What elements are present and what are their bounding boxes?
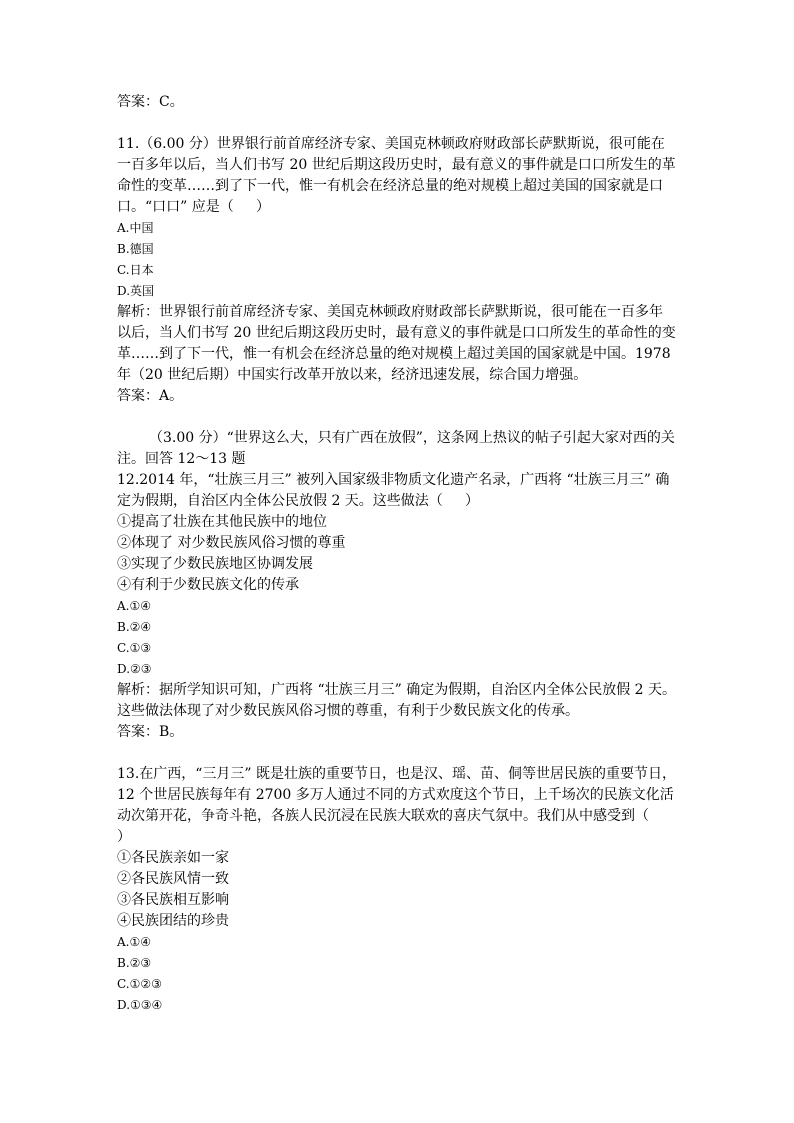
q11-analysis-line: 革……到了下一代，惟一有机会在经济总量的绝对规模上超过美国的国家就是中国。1978 [117, 346, 671, 362]
q13-stem-line: 12 个世居民族每年有 2700 多万人通过不同的方式欢度这个节日，上千场次的民族文化活 [117, 787, 674, 803]
q13-option-c: C.①②③ [117, 977, 162, 991]
q13-statement: ②各民族风情一致 [117, 871, 229, 887]
q12-option-b: B.②④ [117, 620, 152, 634]
q11-answer: 答案：A。 [117, 388, 184, 404]
q12-statement: ③实现了少数民族地区协调发展 [117, 556, 313, 572]
q11-option-c: C.日本 [117, 263, 154, 277]
q12-statement: ④有利于少数民族文化的传承 [117, 577, 299, 593]
q11-option-d: D.英国 [117, 284, 155, 298]
q11-stem-line: 一百多年以后，当人们书写 20 世纪后期这段历史时，最有意义的事件就是口口所发生的革 [117, 157, 676, 173]
q13-statement: ③各民族相互影响 [117, 892, 229, 908]
q11-stem-line: 11.（6.00 分）世界银行前首席经济专家、美国克林顿政府财政部长萨默斯说，很可能在 [117, 136, 665, 152]
spacer [117, 743, 682, 764]
q12-statement: ①提高了壮族在其他民族中的地位 [117, 514, 327, 530]
document-page [117, 92, 682, 1016]
q13-option-a: A.①④ [117, 935, 151, 949]
q13-statement: ①各民族亲如一家 [117, 850, 229, 866]
q13-stem-line: 动次第开花，争奇斗艳，各族人民沉浸在民族大联欢的喜庆气氛中。我们从中感受到（ [117, 808, 649, 824]
q11-analysis-line: 年（20 世纪后期）中国实行改革开放以来，经济迅速发展，综合国力增强。 [117, 367, 588, 383]
group-intro-line: 注。回答 12～13 题 [117, 451, 246, 467]
q12-stem-line: 12.2014 年，“壮族三月三” 被列入国家级非物质文化遗产名录，广西将 “壮族三月三” 确 [117, 472, 670, 488]
q13-stem-line: ） [117, 829, 131, 845]
q12-option-c: C.①③ [117, 641, 152, 655]
q13-block [117, 764, 682, 1016]
spacer [117, 113, 682, 134]
q12-analysis-line: 这些做法体现了对少数民族风俗习惯的尊重，有利于少数民族文化的传承。 [117, 703, 579, 719]
q11-option-a: A.中国 [117, 221, 154, 235]
q13-stem-line: 13.在广西，“三月三” 既是壮族的重要节日，也是汉、瑶、苗、侗等世居民族的重要节日， [117, 766, 677, 782]
q12-statement: ②体现了 对少数民族风俗习惯的尊重 [117, 535, 346, 551]
q11-stem-line: 命性的变革……到了下一代，惟一有机会在经济总量的绝对规模上超过美国的国家就是口 [117, 178, 663, 194]
q12-block [117, 470, 682, 743]
group-intro-line: （3.00 分）“世界这么大，只有广西在放假”，这条网上热议的帖子引起大家对西的关 [149, 430, 675, 446]
q13-statement: ④民族团结的珍贵 [117, 913, 229, 929]
q13-option-b: B.②③ [117, 956, 152, 970]
q11-stem-line: 口。“口口” 应是（ ） [117, 199, 271, 215]
q11-analysis-line: 以后，当人们书写 20 世纪后期这段历史时，最有意义的事件就是口口所发生的革命性的变 [117, 325, 676, 341]
q11-block [117, 134, 682, 407]
q11-analysis-line: 解析：世界银行前首席经济专家、美国克林顿政府财政部长萨默斯说，很可能在一百多年 [117, 304, 663, 320]
group-intro [117, 428, 682, 470]
q12-analysis-line: 解析：据所学知识可知，广西将 “壮族三月三” 确定为假期，自治区内全体公民放假 2 天。 [117, 682, 677, 698]
q11-option-b: B.德国 [117, 242, 154, 256]
q13-option-d: D.①③④ [117, 998, 163, 1012]
q12-stem-line: 定为假期，自治区内全体公民放假 2 天。这些做法（ ） [117, 493, 480, 509]
q12-option-d: D.②③ [117, 662, 152, 676]
q12-answer: 答案：B。 [117, 724, 184, 740]
spacer [117, 407, 682, 428]
q12-option-a: A.①④ [117, 599, 151, 613]
q10-answer: 答案：C。 [117, 94, 184, 110]
